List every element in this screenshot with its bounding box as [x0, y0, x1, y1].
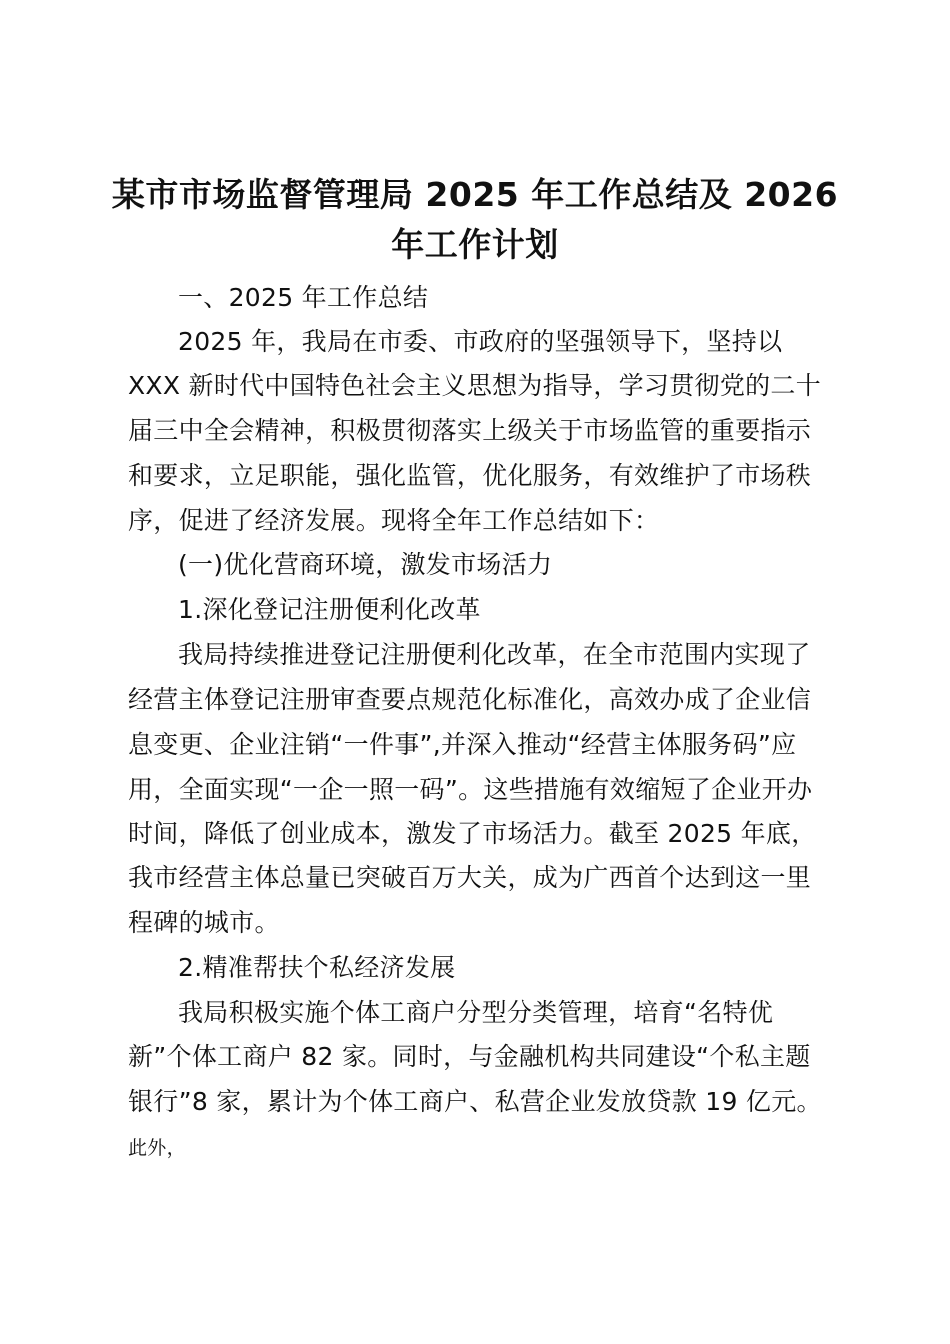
- paragraph-line: 序，促进了经济发展。现将全年工作总结如下：: [128, 506, 660, 535]
- subsection-heading: (一)优化营商环境，激发市场活力: [178, 550, 553, 579]
- paragraph-line: 银行”8 家，累计为个体工商户、私营企业发放贷款 19 亿元。: [128, 1087, 822, 1116]
- paragraph-line: 用，全面实现“一企一照一码”。这些措施有效缩短了企业开办: [128, 775, 813, 804]
- paragraph-line: 届三中全会精神，积极贯彻落实上级关于市场监管的重要指示: [128, 416, 812, 445]
- paragraph-line: 此外，: [128, 1137, 186, 1159]
- paragraph-line: 息变更、企业注销“一件事”,并深入推动“经营主体服务码”应: [128, 730, 797, 759]
- paragraph-line: 经营主体登记注册审查要点规范化标准化，高效办成了企业信: [128, 685, 812, 714]
- item-heading: 2.精准帮扶个私经济发展: [178, 953, 456, 982]
- title-line-2: 年工作计划: [391, 225, 559, 264]
- paragraph-line: 时间，降低了创业成本，激发了市场活力。截至 2025 年底，: [128, 819, 817, 848]
- paragraph-line: 新”个体工商户 82 家。同时，与金融机构共同建设“个私主题: [128, 1042, 811, 1071]
- paragraph-line: 2025 年，我局在市委、市政府的坚强领导下，坚持以: [178, 327, 783, 356]
- title-line-1: 某市市场监督管理局 2025 年工作总结及 2026: [111, 175, 839, 214]
- paragraph-line: 和要求，立足职能，强化监管，优化服务，有效维护了市场秩: [128, 461, 812, 490]
- document-title: [100, 170, 850, 270]
- paragraph-line: 我市经营主体总量已突破百万大关，成为广西首个达到这一里: [128, 863, 812, 892]
- paragraph-line: XXX 新时代中国特色社会主义思想为指导，学习贯彻党的二十: [128, 371, 822, 400]
- item-heading: 1.深化登记注册便利化改革: [178, 595, 481, 624]
- section-heading: 一、2025 年工作总结: [178, 283, 429, 312]
- paragraph-line: 我局持续推进登记注册便利化改革，在全市范围内实现了: [178, 640, 811, 669]
- paragraph-line: 我局积极实施个体工商户分型分类管理，培育“名特优: [178, 998, 774, 1027]
- paragraph-line: 程碑的城市。: [128, 908, 280, 937]
